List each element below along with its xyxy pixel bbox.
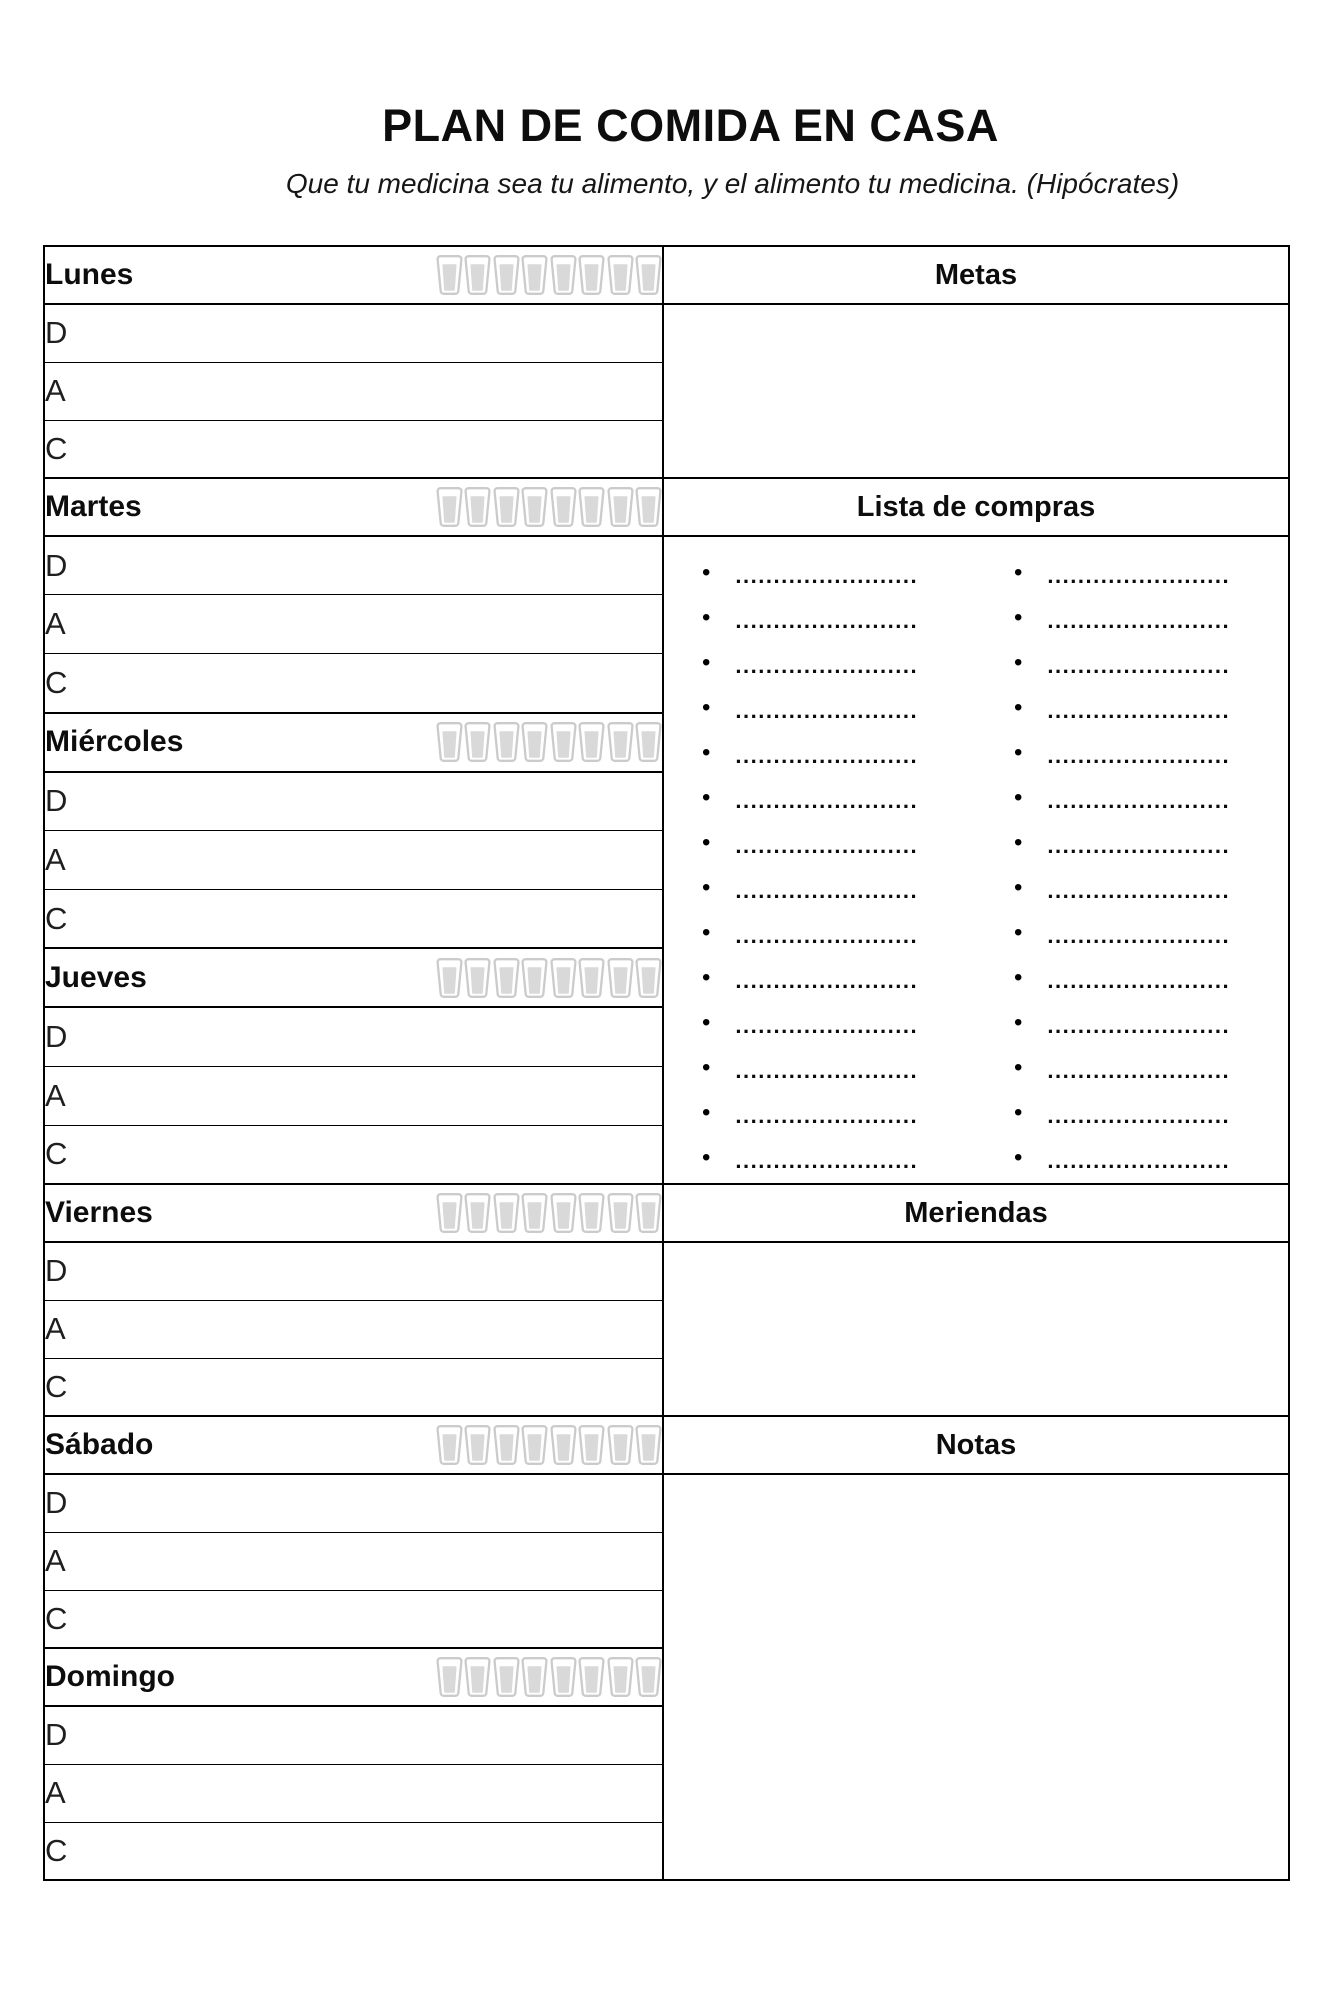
meal-planner (43, 245, 1290, 1881)
shopping-list-item (976, 1138, 1288, 1183)
dotted-fill-line: ........................ (1047, 924, 1231, 947)
shopping-list-item (664, 1003, 976, 1048)
water-glass-icon (436, 721, 463, 763)
bullet-icon: • (702, 918, 711, 946)
water-glass-icon (521, 486, 548, 528)
section-body-notas (663, 1474, 1289, 1880)
water-intake-tracker (436, 721, 663, 763)
bullet-icon: • (1014, 918, 1023, 946)
bullet-icon: • (1014, 1008, 1023, 1036)
water-glass-icon (607, 1424, 634, 1466)
bullet-icon: • (1014, 1143, 1023, 1171)
shopping-list-item (976, 778, 1288, 823)
day-name: Sábado (45, 1428, 154, 1461)
dotted-fill-line: ........................ (735, 699, 919, 722)
water-glass-icon (578, 957, 605, 999)
dotted-fill-line: ........................ (735, 1059, 919, 1082)
meal-cell-sabado-d: D (44, 1474, 663, 1532)
meal-cell-jueves-c: C (44, 1125, 663, 1184)
shopping-list-item (976, 958, 1288, 1003)
dotted-fill-line: ........................ (735, 564, 919, 587)
water-glass-icon (635, 721, 662, 763)
water-glass-icon (578, 486, 605, 528)
water-glass-icon (607, 1192, 634, 1234)
water-glass-icon (464, 1192, 491, 1234)
day-header-lunes (44, 246, 663, 304)
shopping-list-item (976, 1093, 1288, 1138)
dotted-fill-line: ........................ (1047, 609, 1231, 632)
water-glass-icon (464, 1424, 491, 1466)
bullet-icon: • (702, 648, 711, 676)
water-glass-icon (635, 957, 662, 999)
section-body-lista-de-compras (663, 536, 1289, 1184)
day-header-domingo (44, 1648, 663, 1706)
shopping-list-item (664, 733, 976, 778)
water-glass-icon (521, 254, 548, 296)
dotted-fill-line: ........................ (735, 969, 919, 992)
meal-cell-jueves-a: A (44, 1066, 663, 1125)
dotted-fill-line: ........................ (1047, 789, 1231, 812)
water-glass-icon (578, 721, 605, 763)
water-glass-icon (635, 1192, 662, 1234)
water-glass-icon (521, 1656, 548, 1698)
shopping-list-item (664, 598, 976, 643)
planner-table-body (44, 246, 1289, 1880)
meal-cell-lunes-a: A (44, 362, 663, 420)
shopping-list-item (976, 553, 1288, 598)
dotted-fill-line: ........................ (735, 1149, 919, 1172)
shopping-list (664, 537, 1288, 1183)
page-subtitle: Que tu medicina sea tu alimento, y el alimento tu medicina. (Hipócrates) (285, 168, 1180, 199)
bullet-icon: • (1014, 873, 1023, 901)
dotted-fill-line: ........................ (1047, 1149, 1231, 1172)
water-glass-icon (464, 486, 491, 528)
shopping-list-item (976, 1003, 1288, 1048)
water-glass-icon (521, 1424, 548, 1466)
water-glass-icon (607, 1656, 634, 1698)
bullet-icon: • (1014, 1053, 1023, 1081)
shopping-list-item (976, 823, 1288, 868)
water-glass-icon (521, 1192, 548, 1234)
water-glass-icon (607, 957, 634, 999)
bullet-icon: • (1014, 783, 1023, 811)
day-name: Miércoles (45, 725, 184, 759)
bullet-icon: • (702, 1143, 711, 1171)
bullet-icon: • (1014, 648, 1023, 676)
water-glass-icon (550, 1656, 577, 1698)
day-name: Jueves (45, 960, 147, 994)
water-glass-icon (550, 1424, 577, 1466)
shopping-list-item (664, 913, 976, 958)
section-body-metas (663, 304, 1289, 478)
water-glass-icon (493, 1424, 520, 1466)
water-glass-icon (607, 721, 634, 763)
water-glass-icon (436, 1424, 463, 1466)
dotted-fill-line: ........................ (735, 1104, 919, 1127)
water-glass-icon (521, 721, 548, 763)
water-glass-icon (550, 254, 577, 296)
shopping-list-item (976, 598, 1288, 643)
dotted-fill-line: ........................ (735, 879, 919, 902)
shopping-list-item (664, 958, 976, 1003)
bullet-icon: • (702, 558, 711, 586)
dotted-fill-line: ........................ (1047, 834, 1231, 857)
meal-cell-miercoles-a: A (44, 831, 663, 890)
water-glass-icon (550, 957, 577, 999)
bullet-icon: • (1014, 963, 1023, 991)
water-glass-icon (521, 957, 548, 999)
meal-cell-lunes-c: C (44, 420, 663, 478)
bullet-icon: • (702, 693, 711, 721)
dotted-fill-line: ........................ (735, 1014, 919, 1037)
water-glass-icon (436, 254, 463, 296)
day-header-sabado (44, 1416, 663, 1474)
shopping-list-item (976, 643, 1288, 688)
dotted-fill-line: ........................ (735, 744, 919, 767)
bullet-icon: • (702, 1008, 711, 1036)
day-name: Domingo (45, 1660, 175, 1693)
water-intake-tracker (436, 1424, 663, 1466)
day-name: Lunes (45, 258, 134, 291)
meal-cell-sabado-c: C (44, 1590, 663, 1648)
shopping-list-item (664, 1093, 976, 1138)
water-glass-icon (464, 1656, 491, 1698)
water-glass-icon (578, 1192, 605, 1234)
meal-cell-domingo-a: A (44, 1764, 663, 1822)
bullet-icon: • (702, 738, 711, 766)
bullet-icon: • (702, 828, 711, 856)
day-name: Martes (45, 490, 142, 523)
water-glass-icon (635, 1656, 662, 1698)
bullet-icon: • (1014, 603, 1023, 631)
shopping-list-item (664, 823, 976, 868)
water-glass-icon (436, 1656, 463, 1698)
dotted-fill-line: ........................ (735, 834, 919, 857)
water-glass-icon (436, 486, 463, 528)
water-glass-icon (436, 1192, 463, 1234)
water-glass-icon (493, 957, 520, 999)
bullet-icon: • (702, 1098, 711, 1126)
meal-cell-lunes-d: D (44, 304, 663, 362)
water-glass-icon (607, 254, 634, 296)
water-glass-icon (493, 721, 520, 763)
dotted-fill-line: ........................ (735, 654, 919, 677)
shopping-list-item (664, 643, 976, 688)
meal-cell-viernes-d: D (44, 1242, 663, 1300)
meal-cell-jueves-d: D (44, 1007, 663, 1066)
water-glass-icon (578, 1424, 605, 1466)
meal-cell-martes-d: D (44, 536, 663, 595)
meal-cell-domingo-c: C (44, 1822, 663, 1880)
shopping-list-item (976, 913, 1288, 958)
section-title-lista-de-compras: Lista de compras (663, 478, 1289, 536)
meal-cell-domingo-d: D (44, 1706, 663, 1764)
dotted-fill-line: ........................ (1047, 564, 1231, 587)
shopping-list-item (664, 1138, 976, 1183)
water-intake-tracker (436, 957, 663, 999)
dotted-fill-line: ........................ (735, 609, 919, 632)
dotted-fill-line: ........................ (1047, 969, 1231, 992)
dotted-fill-line: ........................ (1047, 654, 1231, 677)
water-intake-tracker (436, 254, 663, 296)
water-glass-icon (493, 1656, 520, 1698)
bullet-icon: • (1014, 693, 1023, 721)
water-glass-icon (493, 1192, 520, 1234)
water-glass-icon (493, 254, 520, 296)
meal-cell-miercoles-d: D (44, 772, 663, 831)
shopping-list-item (664, 868, 976, 913)
shopping-list-item (976, 688, 1288, 733)
shopping-list-item (976, 733, 1288, 778)
shopping-list-item (664, 688, 976, 733)
day-header-jueves (44, 948, 663, 1007)
meal-cell-sabado-a: A (44, 1532, 663, 1590)
bullet-icon: • (702, 873, 711, 901)
bullet-icon: • (702, 1053, 711, 1081)
section-title-meriendas: Meriendas (663, 1184, 1289, 1242)
shopping-list-item (664, 553, 976, 598)
day-header-martes (44, 478, 663, 536)
dotted-fill-line: ........................ (735, 789, 919, 812)
bullet-icon: • (1014, 828, 1023, 856)
water-glass-icon (493, 486, 520, 528)
meal-cell-viernes-c: C (44, 1358, 663, 1416)
dotted-fill-line: ........................ (1047, 744, 1231, 767)
water-glass-icon (464, 254, 491, 296)
section-title-metas: Metas (663, 246, 1289, 304)
shopping-list-item (976, 868, 1288, 913)
water-glass-icon (464, 721, 491, 763)
bullet-icon: • (702, 603, 711, 631)
meal-cell-viernes-a: A (44, 1300, 663, 1358)
dotted-fill-line: ........................ (1047, 879, 1231, 902)
water-intake-tracker (436, 1656, 663, 1698)
water-intake-tracker (436, 1192, 663, 1234)
meal-cell-martes-c: C (44, 654, 663, 713)
water-glass-icon (578, 254, 605, 296)
water-glass-icon (550, 486, 577, 528)
shopping-list-item (664, 1048, 976, 1093)
dotted-fill-line: ........................ (735, 924, 919, 947)
water-glass-icon (464, 957, 491, 999)
water-intake-tracker (436, 486, 663, 528)
bullet-icon: • (702, 783, 711, 811)
section-body-meriendas (663, 1242, 1289, 1416)
dotted-fill-line: ........................ (1047, 1059, 1231, 1082)
day-header-viernes (44, 1184, 663, 1242)
bullet-icon: • (1014, 738, 1023, 766)
water-glass-icon (550, 721, 577, 763)
water-glass-icon (578, 1656, 605, 1698)
day-name: Viernes (45, 1196, 153, 1229)
section-title-notas: Notas (663, 1416, 1289, 1474)
water-glass-icon (607, 486, 634, 528)
water-glass-icon (635, 254, 662, 296)
water-glass-icon (436, 957, 463, 999)
dotted-fill-line: ........................ (1047, 699, 1231, 722)
meal-cell-miercoles-c: C (44, 889, 663, 948)
water-glass-icon (635, 486, 662, 528)
dotted-fill-line: ........................ (1047, 1104, 1231, 1127)
meal-planner-table (43, 245, 1290, 1881)
meal-cell-martes-a: A (44, 595, 663, 654)
page-title: PLAN DE COMIDA EN CASA (382, 100, 999, 151)
water-glass-icon (550, 1192, 577, 1234)
shopping-list-item (976, 1048, 1288, 1093)
shopping-list-item (664, 778, 976, 823)
day-header-miercoles (44, 713, 663, 772)
water-glass-icon (635, 1424, 662, 1466)
bullet-icon: • (1014, 1098, 1023, 1126)
bullet-icon: • (702, 963, 711, 991)
dotted-fill-line: ........................ (1047, 1014, 1231, 1037)
bullet-icon: • (1014, 558, 1023, 586)
